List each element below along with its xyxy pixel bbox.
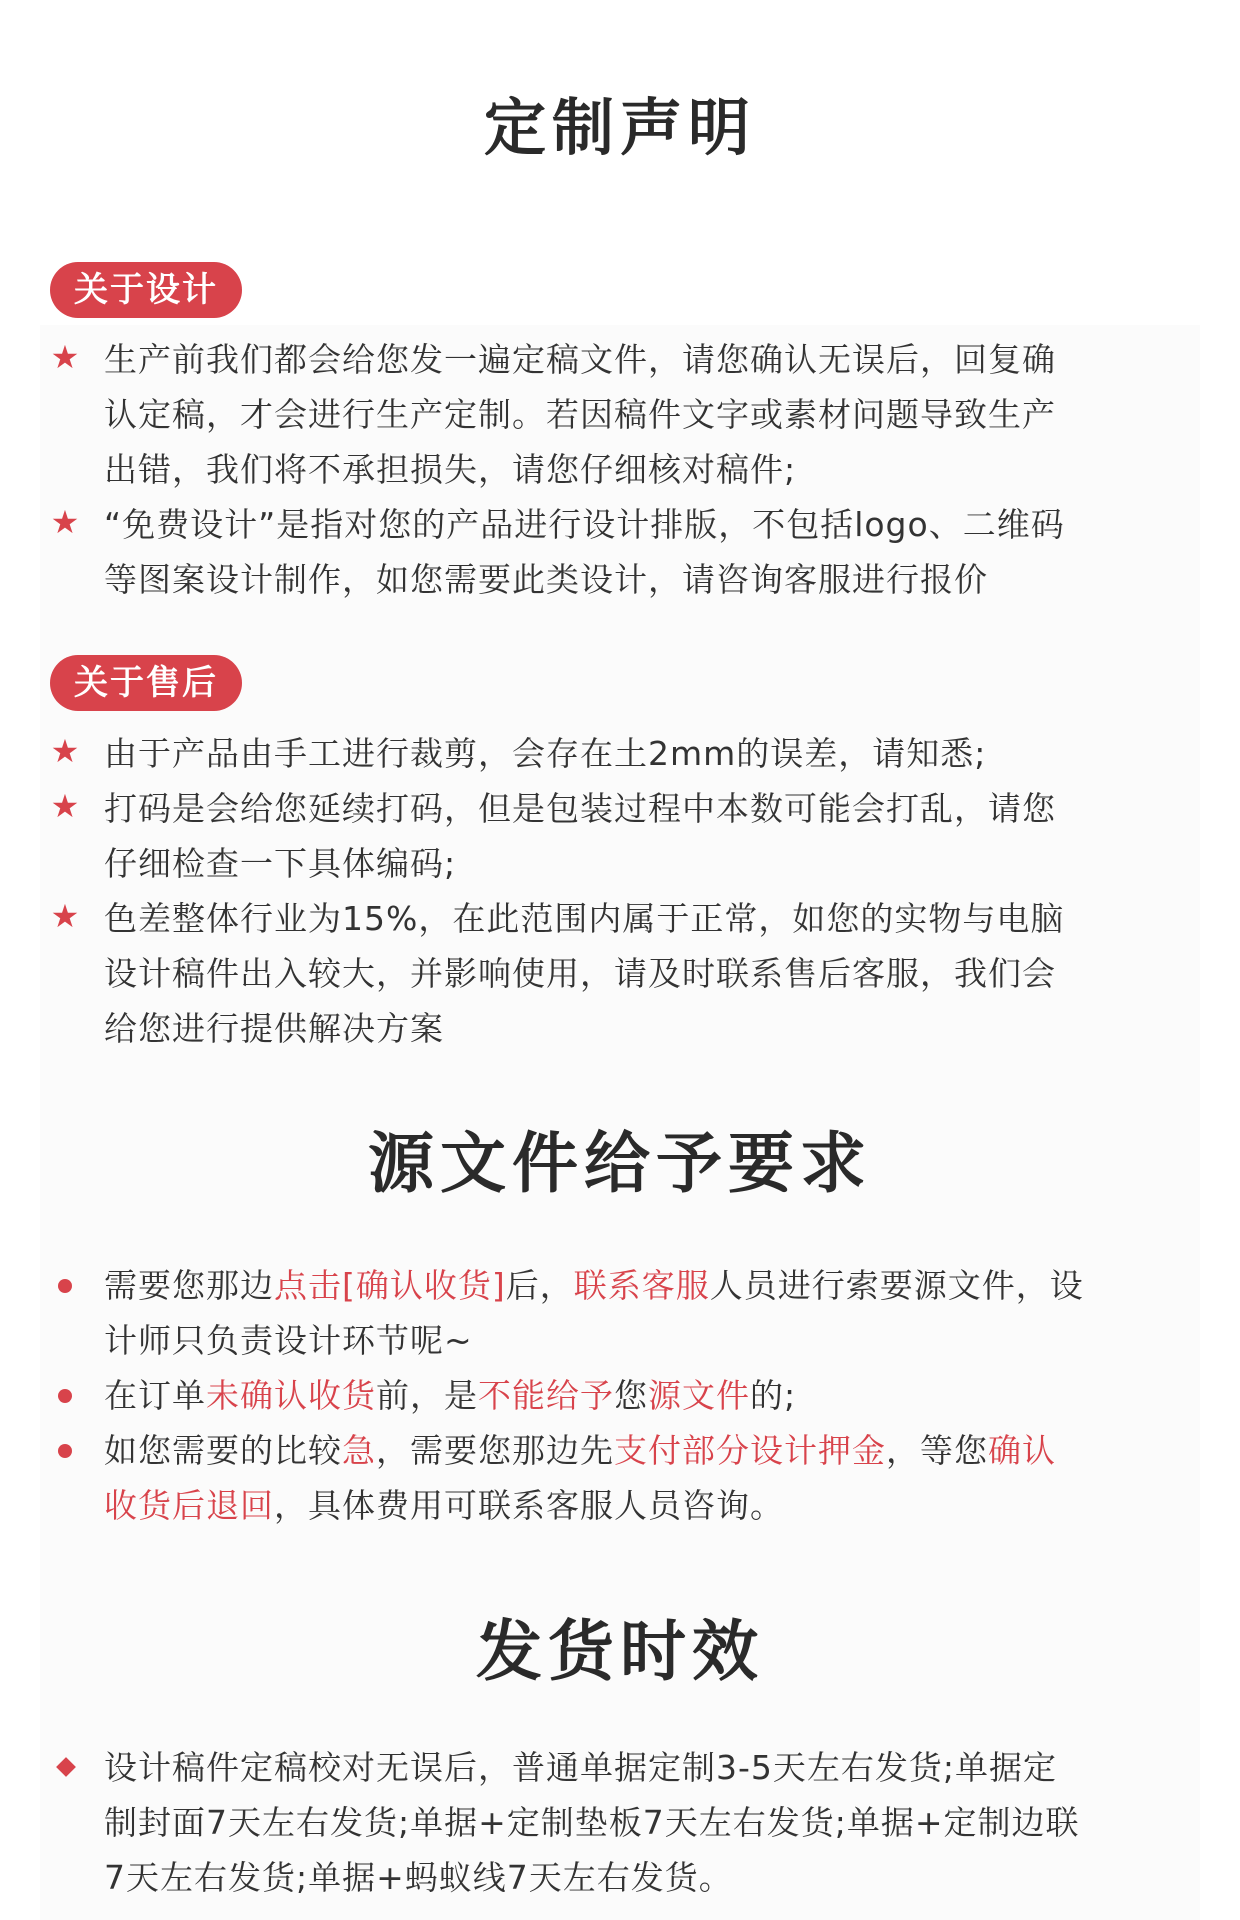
highlight-text: 源文件	[648, 1376, 750, 1415]
source-file-title: 源文件给予要求	[368, 1125, 872, 1202]
design-list	[0, 332, 1240, 607]
body-text: 的;	[750, 1376, 797, 1415]
aftersale-list	[0, 726, 1240, 1056]
aftersale-item	[0, 891, 1086, 1056]
body-text: 后，	[505, 1266, 574, 1305]
source-item	[0, 1258, 1086, 1368]
highlight-text: 点击[确认收货]	[274, 1266, 506, 1305]
dot-icon	[58, 1279, 72, 1293]
design-section-label: 关于设计	[50, 262, 242, 318]
design-item-text: 生产前我们都会给您发一遍定稿文件，请您确认无误后，回复确认定稿，才会进行生产定制。若因稿件文字或素材问题导致生产出错，我们将不承担损失，请您仔细核对稿件;	[104, 340, 1056, 489]
star-icon: ★	[50, 503, 80, 541]
highlight-text: 确认收货后退回	[104, 1431, 1056, 1525]
body-text: ，具体费用可联系客服人员咨询。	[274, 1486, 784, 1525]
body-text: ，等您	[886, 1431, 988, 1470]
shipping-item-text: 设计稿件定稿校对无误后，普通单据定制3-5天左右发货;单据定制封面7天左右发货;单据+定制垫板7天左右发货;单据+定制边联7天左右发货;单据+蚂蚁线7天左右发货。	[104, 1748, 1080, 1897]
aftersale-section-label: 关于售后	[50, 655, 242, 711]
star-icon: ★	[50, 787, 80, 825]
aftersale-item-text: 色差整体行业为15%，在此范围内属于正常，如您的实物与电脑设计稿件出入较大，并影响使用，请及时联系售后客服，我们会给您进行提供解决方案	[104, 899, 1065, 1048]
body-text: 您	[614, 1376, 648, 1415]
highlight-text: 不能给予	[478, 1376, 614, 1415]
source-item-text	[104, 1368, 1086, 1423]
shipping-title: 发货时效	[476, 1613, 764, 1690]
star-icon: ★	[50, 897, 80, 935]
shipping-list	[0, 1740, 1240, 1905]
design-item	[0, 497, 1086, 607]
shipping-item	[0, 1740, 1086, 1905]
custom-statement-title: 定制声明	[483, 91, 756, 164]
design-item-text: “免费设计”是指对您的产品进行设计排版，不包括logo、二维码等图案设计制作，如您需要此类设计，请咨询客服进行报价	[104, 505, 1065, 599]
body-text: 前，是	[376, 1376, 478, 1415]
aftersale-item-text: 打码是会给您延续打码，但是包装过程中本数可能会打乱，请您仔细检查一下具体编码;	[104, 789, 1056, 883]
dot-icon	[58, 1389, 72, 1403]
source-item-text	[104, 1423, 1086, 1533]
aftersale-item	[0, 781, 1086, 891]
diamond-icon	[56, 1757, 76, 1777]
body-text: 在订单	[104, 1376, 206, 1415]
aftersale-item	[0, 726, 1086, 781]
body-text: 人员进行索要源文件，设计师只负责设计环节呢~	[104, 1266, 1084, 1360]
dot-icon	[58, 1444, 72, 1458]
source-item-text	[104, 1258, 1086, 1368]
body-text: ，需要您那边先	[376, 1431, 614, 1470]
highlight-text: 联系客服	[573, 1266, 710, 1305]
source-list	[0, 1258, 1240, 1533]
body-text: 如您需要的比较	[104, 1431, 342, 1470]
highlight-text: 支付部分设计押金	[614, 1431, 886, 1470]
body-text: 需要您那边	[104, 1266, 274, 1305]
highlight-text: 未确认收货	[206, 1376, 376, 1415]
source-item	[0, 1423, 1086, 1533]
design-item	[0, 332, 1086, 497]
star-icon: ★	[50, 732, 80, 770]
star-icon: ★	[50, 338, 80, 376]
aftersale-item-text: 由于产品由手工进行裁剪，会存在土2mm的误差，请知悉;	[104, 734, 987, 773]
highlight-text: 急	[342, 1431, 376, 1470]
source-item	[0, 1368, 1086, 1423]
